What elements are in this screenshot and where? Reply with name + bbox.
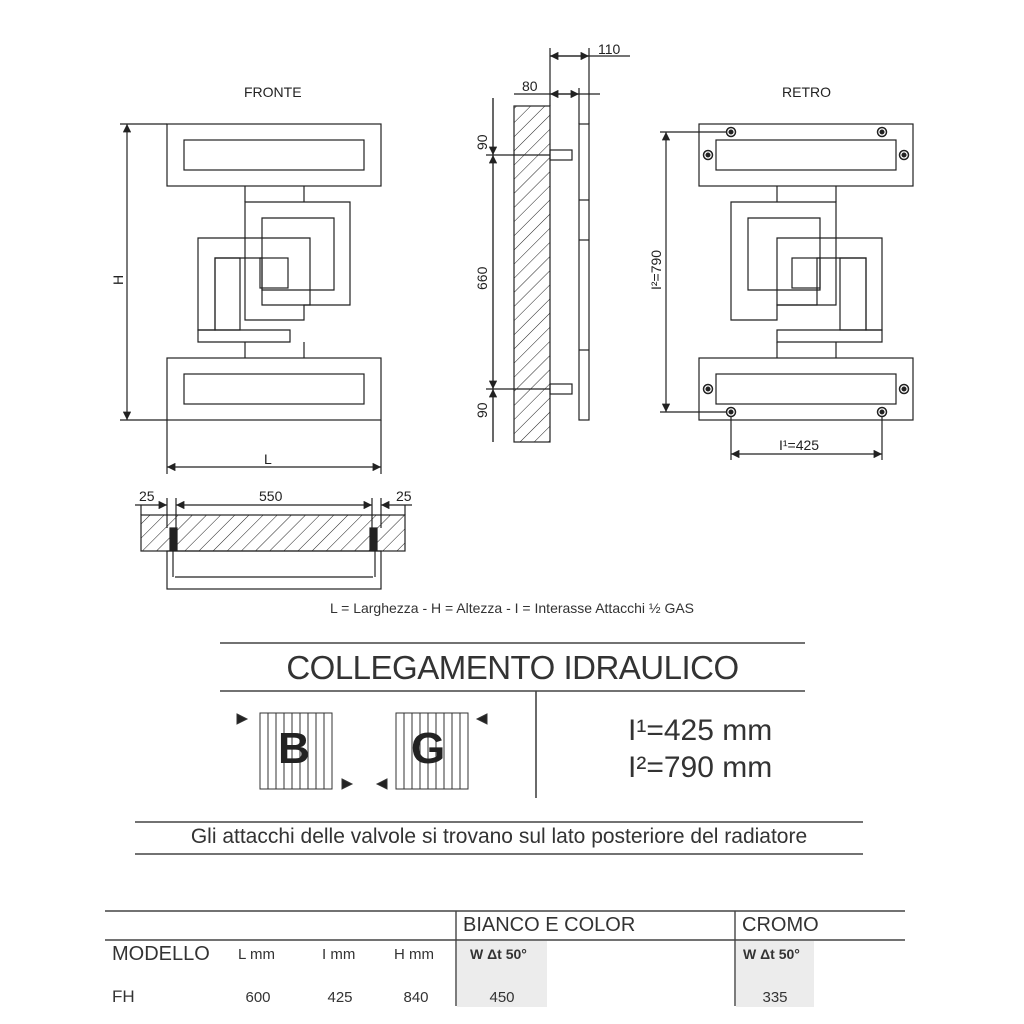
connection-g-letter: G [411, 724, 446, 773]
row-i: 425 [327, 989, 353, 1006]
row-w1: 450 [489, 989, 515, 1006]
dim-front-l: L [264, 451, 272, 467]
dim-back-i1: I¹=425 [779, 437, 820, 453]
table-header-h: H mm [394, 946, 434, 963]
front-view-label: FRONTE [244, 84, 302, 100]
back-view-label: RETRO [782, 84, 831, 100]
connection-b-letter: B [278, 724, 310, 773]
valve-note: Gli attacchi delle valvole si trovano sul lato posteriore del radiatore [190, 825, 808, 848]
row-w2: 335 [762, 989, 788, 1006]
dim-side-h3: 90 [474, 402, 490, 418]
table-header-i: I mm [322, 946, 356, 963]
table-header-l: L mm [238, 946, 275, 963]
row-h: 840 [403, 989, 429, 1006]
row-model: FH [112, 987, 135, 1006]
table-group-cromo: CROMO [742, 914, 819, 936]
dim-top-mid: 550 [259, 488, 283, 504]
front-view [120, 124, 381, 474]
row-l: 600 [245, 989, 271, 1006]
dim-side-h2: 660 [474, 266, 490, 290]
dim-side-top: 110 [598, 41, 621, 57]
dim-front-h: H [110, 274, 126, 285]
table-group-bianco: BIANCO E COLOR [463, 914, 636, 936]
dim-top-right: 25 [396, 488, 412, 504]
dim-side-h1: 90 [474, 134, 490, 150]
top-view [135, 498, 412, 589]
legend-caption: L = Larghezza - H = Altezza - I = Interasse Attacchi ½ GAS [329, 600, 695, 616]
interaxis-i1: I¹=425 mm [628, 714, 773, 747]
hydraulic-title: COLLEGAMENTO IDRAULICO [286, 649, 739, 686]
dim-top-left: 25 [139, 488, 155, 504]
table-header-model: MODELLO [112, 943, 210, 965]
dim-side-depth: 80 [522, 78, 538, 94]
table-header-w2: W Δt 50° [743, 946, 800, 962]
back-view [660, 124, 913, 460]
table-header-w1: W Δt 50° [470, 946, 527, 962]
interaxis-i2: I²=790 mm [628, 751, 773, 784]
side-view [486, 48, 630, 442]
dim-back-i2: I²=790 [648, 249, 664, 290]
